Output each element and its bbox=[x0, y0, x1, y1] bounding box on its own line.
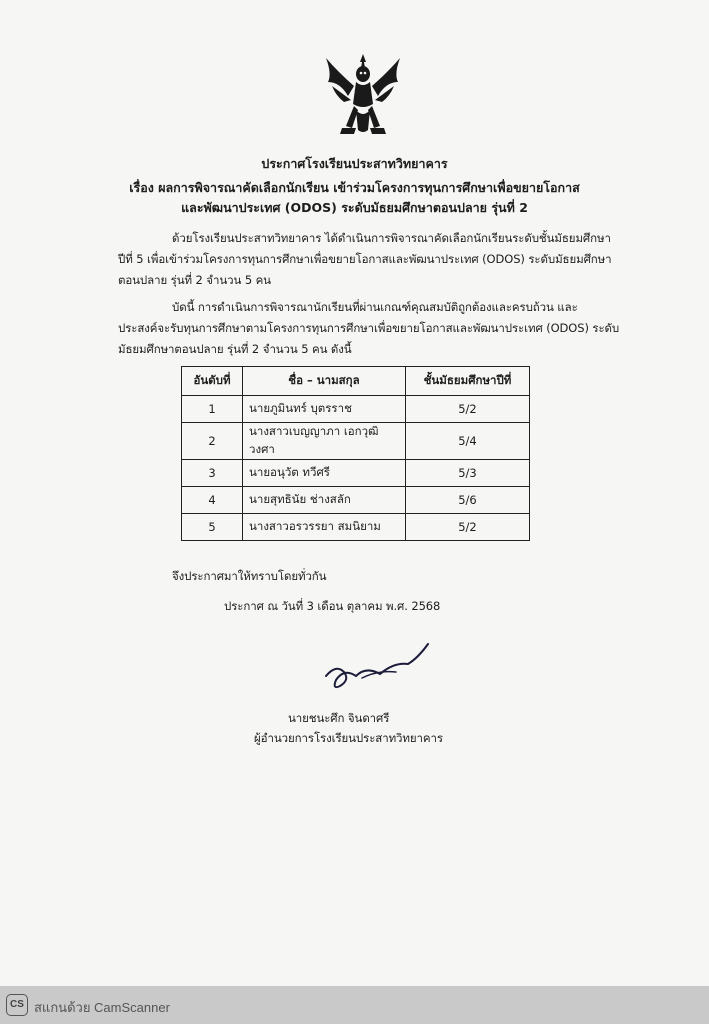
garuda-emblem-icon bbox=[318, 52, 408, 144]
row-name: นายสุทธินัย ช่างสลัก bbox=[243, 487, 406, 514]
header-grade: ชั้นมัธยมศึกษาปีที่ bbox=[406, 367, 530, 396]
results-table bbox=[181, 366, 530, 541]
signer-name: นายชนะศึก จินดาศรี bbox=[288, 711, 390, 725]
table-row bbox=[182, 423, 530, 460]
row-name: นายอนุวัต ทวีศรี bbox=[243, 460, 406, 487]
row-rank: 2 bbox=[182, 423, 243, 460]
row-grade: 5/4 bbox=[406, 423, 530, 460]
signature-icon bbox=[322, 636, 432, 696]
row-grade: 5/3 bbox=[406, 460, 530, 487]
header-name: ชื่อ – นามสกุล bbox=[243, 367, 406, 396]
row-rank: 5 bbox=[182, 514, 243, 541]
table-row bbox=[182, 460, 530, 487]
paragraph2-line3: มัธยมศึกษาตอนปลาย รุ่นที่ 2 จำนวน 5 คน ดังนี้ bbox=[118, 342, 352, 356]
row-rank: 4 bbox=[182, 487, 243, 514]
paragraph1-line1: ด้วยโรงเรียนประสาทวิทยาคาร ได้ดำเนินการพิจารณาคัดเลือกนักเรียนระดับชั้นมัธยมศึกษา bbox=[172, 231, 611, 245]
row-rank: 1 bbox=[182, 396, 243, 423]
closing-statement: จึงประกาศมาให้ทราบโดยทั่วกัน bbox=[172, 569, 327, 583]
announcement-subject-line2: และพัฒนาประเทศ (ODOS) ระดับมัธยมศึกษาตอนปลาย รุ่นที่ 2 bbox=[181, 200, 528, 215]
table-row bbox=[182, 487, 530, 514]
signer-position: ผู้อำนวยการโรงเรียนประสาทวิทยาคาร bbox=[254, 731, 443, 745]
row-grade: 5/2 bbox=[406, 396, 530, 423]
paragraph2-line1: บัดนี้ การดำเนินการพิจารณานักเรียนที่ผ่านเกณฑ์คุณสมบัติถูกต้องและครบถ้วน และ bbox=[172, 300, 578, 314]
row-grade: 5/6 bbox=[406, 487, 530, 514]
row-name: นางสาวอรวรรยา สมนิยาม bbox=[243, 514, 406, 541]
paragraph2-line2: ประสงค์จะรับทุนการศึกษาตามโครงการทุนการศึกษาเพื่อขยายโอกาสและพัฒนาประเทศ (ODOS) ระดับ bbox=[118, 321, 620, 335]
paragraph1-line2: ปีที่ 5 เพื่อเข้าร่วมโครงการทุนการศึกษาเพื่อขยายโอกาสและพัฒนาประเทศ (ODOS) ระดับมัธยมศึกษา bbox=[118, 252, 612, 266]
table-row bbox=[182, 514, 530, 541]
header-rank: อันดับที่ bbox=[182, 367, 243, 396]
announcement-subject-line1: เรื่อง ผลการพิจารณาคัดเลือกนักเรียน เข้าร่วมโครงการทุนการศึกษาเพื่อขยายโอกาส bbox=[129, 180, 580, 195]
announcement-date: ประกาศ ณ วันที่ 3 เดือน ตุลาคม พ.ศ. 2568 bbox=[224, 599, 441, 613]
announcement-title: ประกาศโรงเรียนประสาทวิทยาคาร bbox=[261, 156, 448, 171]
row-name: นายภูมินทร์ บุตรราช bbox=[243, 396, 406, 423]
camscanner-footer bbox=[0, 986, 709, 1024]
row-rank: 3 bbox=[182, 460, 243, 487]
camscanner-logo-icon: CS bbox=[6, 994, 28, 1016]
paragraph1-line3: ตอนปลาย รุ่นที่ 2 จำนวน 5 คน bbox=[118, 273, 271, 287]
row-grade: 5/2 bbox=[406, 514, 530, 541]
table-header-row bbox=[182, 367, 530, 396]
camscanner-watermark-text: สแกนด้วย CamScanner bbox=[34, 1000, 170, 1015]
row-name: นางสาวเบญญาภา เอกวุฒิวงศา bbox=[243, 423, 406, 460]
table-row bbox=[182, 396, 530, 423]
